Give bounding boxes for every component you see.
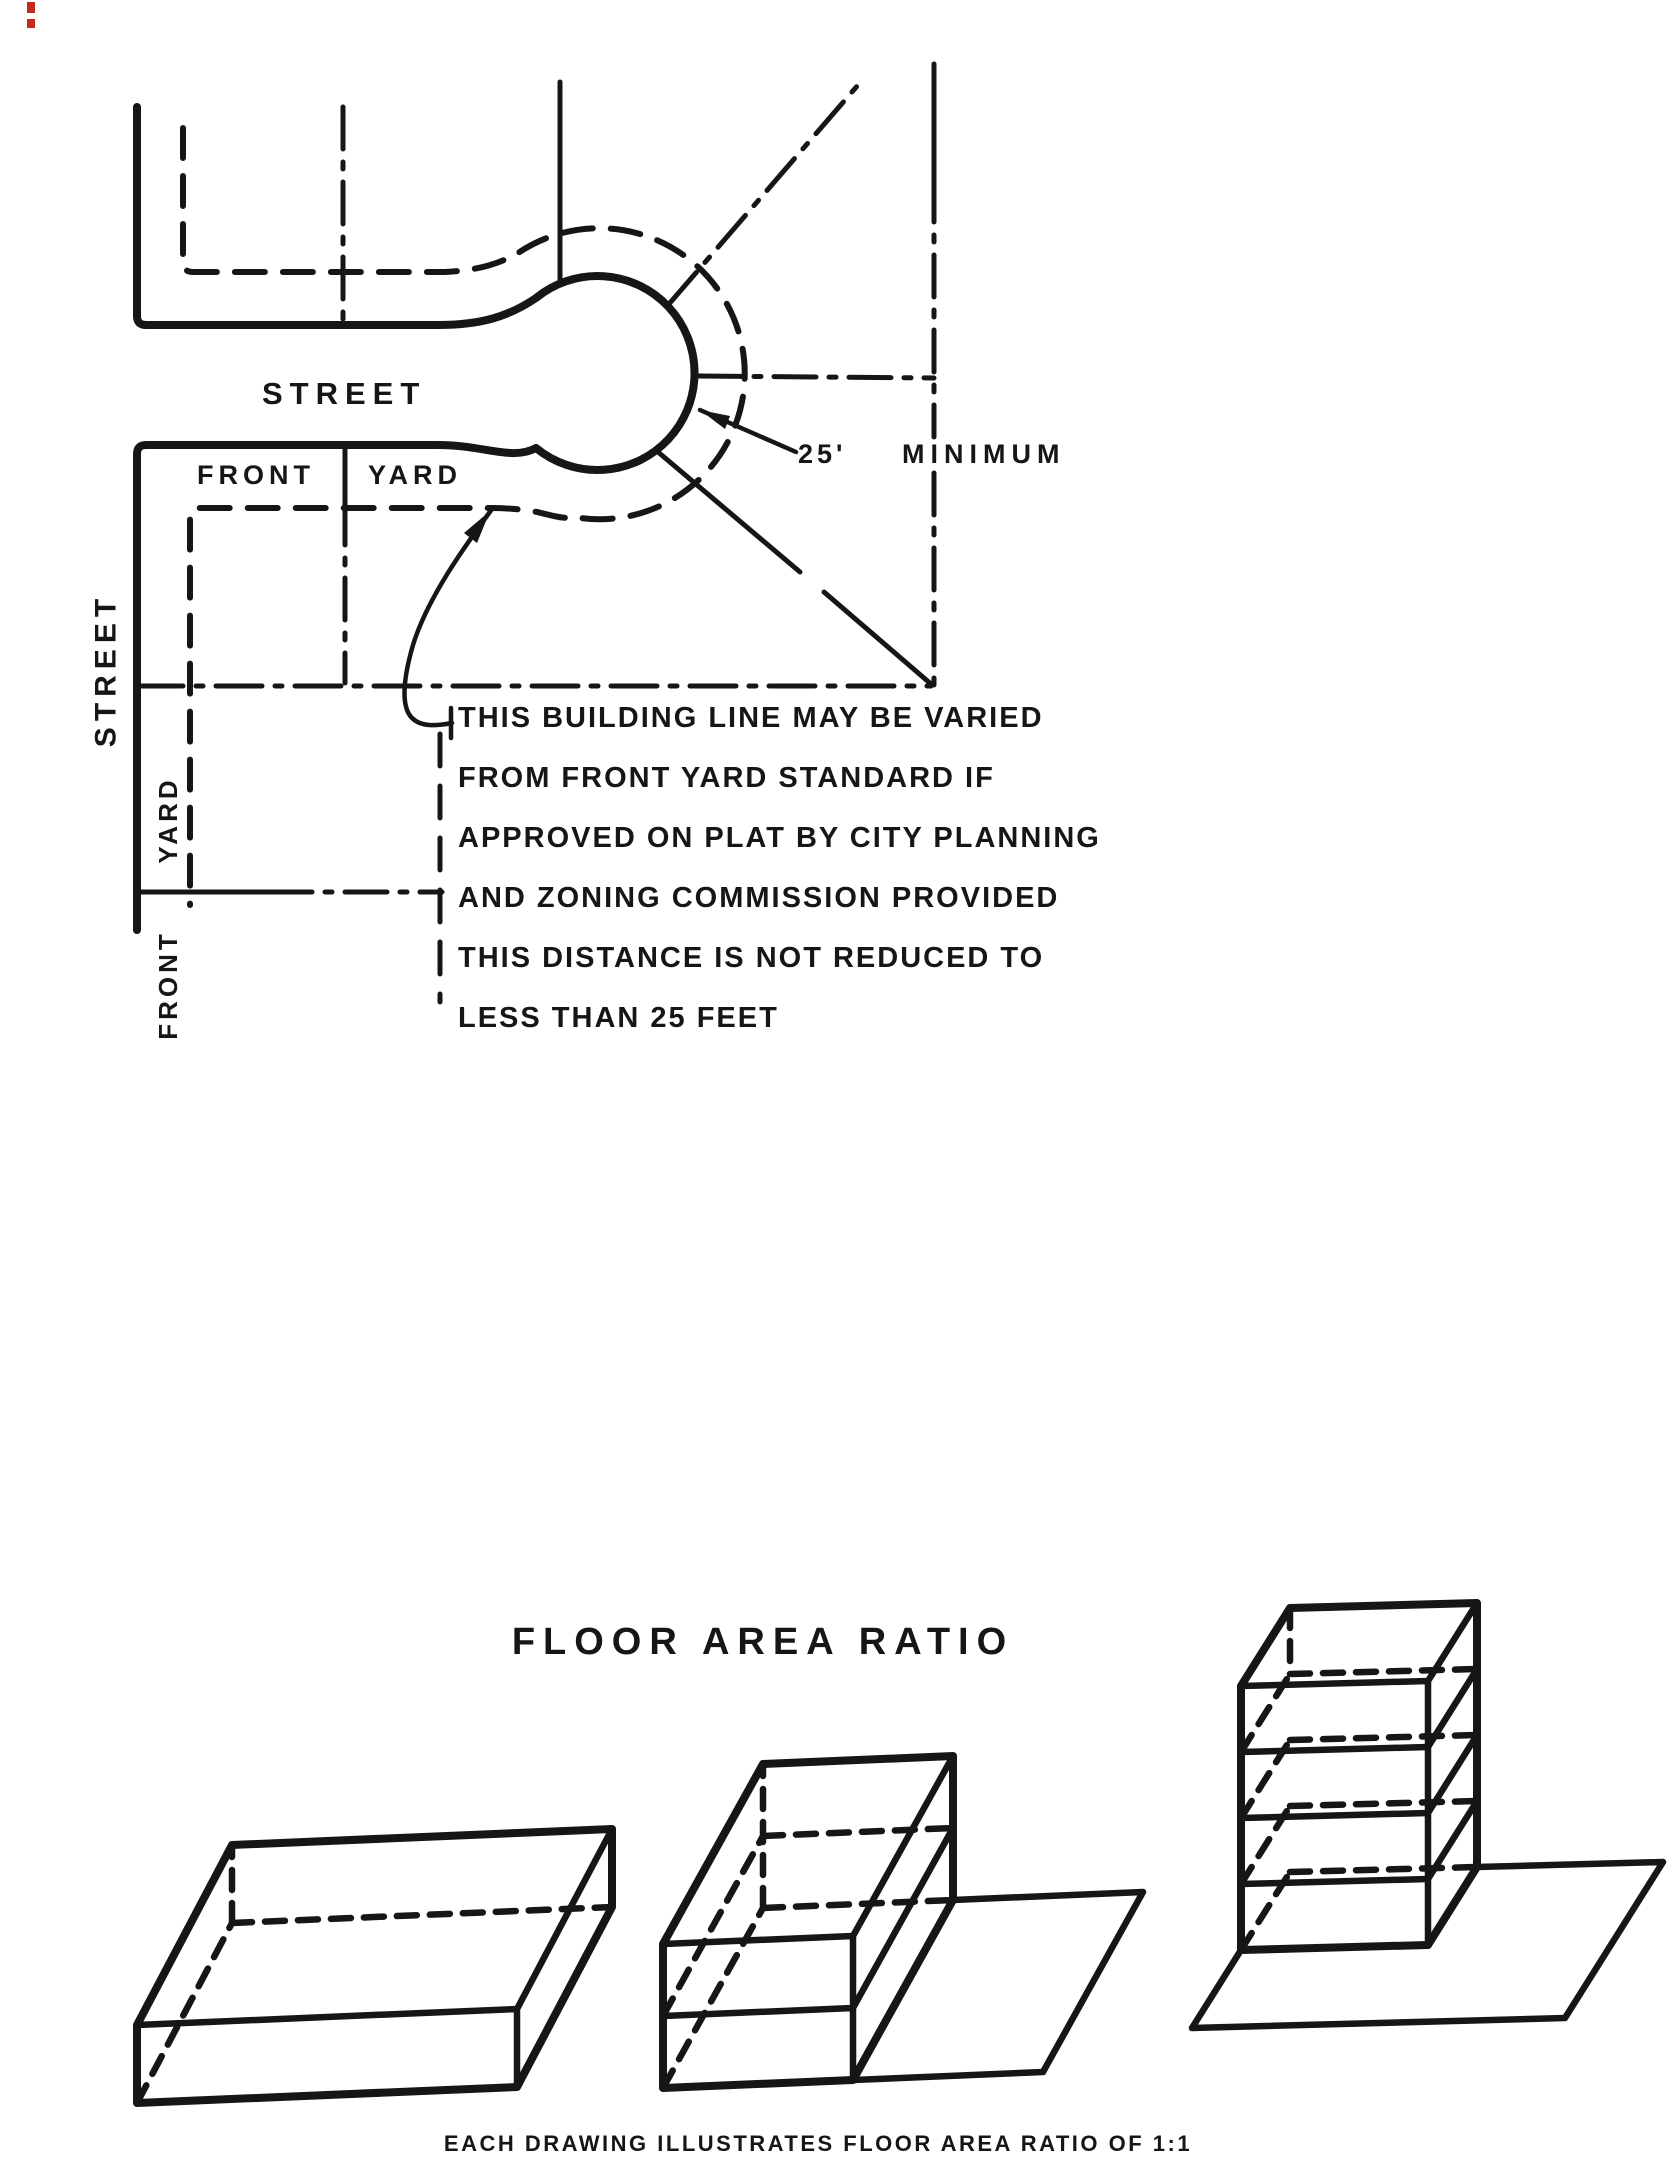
note-line: THIS BUILDING LINE MAY BE VARIED	[458, 702, 1044, 734]
open-lot-plane	[853, 1892, 1143, 2080]
plat-diagram	[90, 64, 1101, 1040]
front-label-vertical: FRONT	[153, 930, 183, 1040]
front-label-horizontal: FRONT	[197, 460, 315, 490]
note-line: FROM FRONT YARD STANDARD IF	[458, 762, 995, 794]
note-leader-arrowhead	[464, 511, 490, 543]
min-dimension-word: MINIMUM	[902, 439, 1066, 469]
scan-artifact-mark	[27, 19, 35, 28]
northeast-radial-lot-line	[669, 85, 858, 304]
min-dimension-arrowhead	[700, 410, 730, 429]
building-visible-edges	[663, 1756, 953, 2080]
note-line: LESS THAN 25 FEET	[458, 1002, 779, 1034]
min-dimension-value: 25'	[798, 439, 847, 469]
street-label-left-vertical: STREET	[89, 592, 123, 748]
scan-artifact	[27, 2, 35, 28]
far-drawing-four-story	[1192, 1603, 1663, 2028]
southeast-radial-lot-line-b	[824, 592, 931, 684]
note-line: APPROVED ON PLAT BY CITY PLANNING	[458, 822, 1101, 854]
far-drawing-two-story	[663, 1756, 1143, 2088]
east-radial-lot-line	[699, 376, 934, 378]
note-line: THIS DISTANCE IS NOT REDUCED TO	[458, 942, 1045, 974]
note-leader-curve	[405, 509, 492, 725]
far-caption: EACH DRAWING ILLUSTRATES FLOOR AREA RATIO OF 1:1	[443, 2131, 1193, 2156]
yard-label-horizontal: YARD	[368, 460, 463, 490]
far-drawing-one-story	[137, 1829, 612, 2103]
note-line: AND ZONING COMMISSION PROVIDED	[458, 882, 1060, 914]
building-outline	[663, 1756, 953, 2088]
scan-artifact-mark	[27, 2, 35, 13]
building-line-note	[458, 702, 1101, 1034]
min-dimension-callout	[700, 410, 1065, 469]
yard-label-vertical: YARD	[153, 776, 183, 864]
far-title: FLOOR AREA RATIO	[511, 1621, 1015, 1663]
southeast-radial-lot-line-a	[658, 452, 800, 572]
building-hidden-edges	[663, 1764, 953, 2088]
street-label-top: STREET	[262, 376, 427, 411]
far-diagram	[137, 1603, 1663, 2156]
